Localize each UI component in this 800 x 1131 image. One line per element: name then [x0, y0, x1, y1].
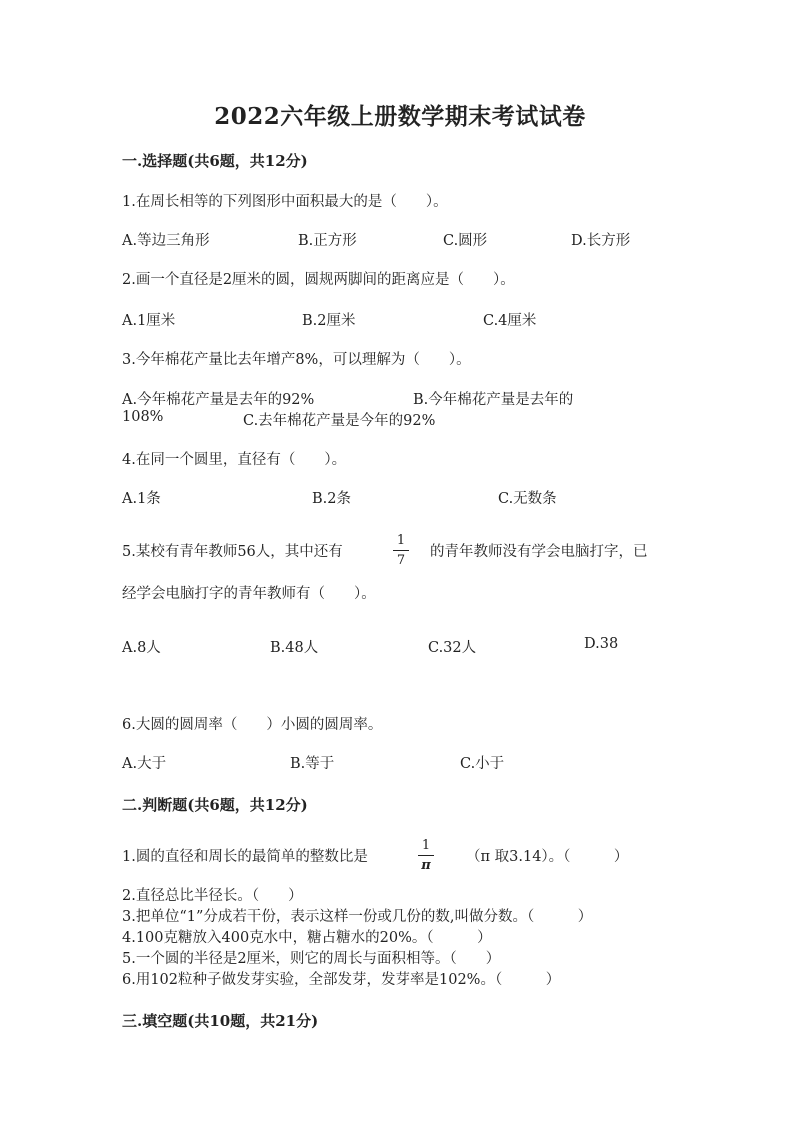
question-1-3: 3.今年棉花产量比去年增产8%，可以理解为（ ）。	[122, 352, 471, 368]
fraction-one-seventh	[393, 533, 409, 568]
option: C.圆形	[443, 233, 488, 249]
question-2-3: 3.把单位“1”分成若干份，表示这样一份或几份的数,叫做分数。（ ）	[122, 909, 593, 925]
option: B.2条	[312, 491, 351, 507]
option: D.长方形	[571, 233, 631, 249]
option: C.4厘米	[483, 313, 537, 329]
option: A.大于	[122, 756, 167, 772]
option-continuation: 108%	[122, 409, 164, 425]
option: B.等于	[290, 756, 335, 772]
fraction-bar	[393, 550, 409, 551]
option: C.32人	[428, 640, 477, 656]
question-2-4: 4.100克糖放入400克水中，糖占糖水的20%。（ ）	[122, 930, 492, 946]
question-2-6: 6.用102粒种子做发芽实验，全部发芽，发芽率是102%。（ ）	[122, 972, 561, 988]
option: B.2厘米	[302, 313, 356, 329]
option: A.1厘米	[122, 313, 176, 329]
page-title: 2022六年级上册数学期末考试试卷	[214, 103, 586, 130]
question-1-5: 5.某校有青年教师56人，其中还有	[122, 544, 343, 560]
fraction-denominator: π	[421, 858, 431, 873]
question-1-5-cont: 的青年教师没有学会电脑打字，已	[430, 544, 648, 560]
question-1-5-line2: 经学会电脑打字的青年教师有（ ）。	[122, 586, 376, 602]
option: A.今年棉花产量是去年的92%	[122, 392, 315, 408]
option: A.等边三角形	[122, 233, 210, 249]
question-1-1: 1.在周长相等的下列图形中面积最大的是（ ）。	[122, 194, 448, 210]
option: B.正方形	[298, 233, 357, 249]
question-2-1: 1.圆的直径和周长的最简单的整数比是	[122, 849, 368, 865]
option: B.今年棉花产量是去年的	[413, 392, 574, 408]
option: B.48人	[270, 640, 319, 656]
question-1-4: 4.在同一个圆里，直径有（ ）。	[122, 452, 347, 468]
question-1-2: 2.画一个直径是2厘米的圆，圆规两脚间的距离应是（ ）。	[122, 272, 515, 288]
question-2-2: 2.直径总比半径长。（ ）	[122, 888, 303, 904]
fraction-denominator: 7	[396, 553, 406, 568]
question-2-5: 5.一个圆的半径是2厘米，则它的周长与面积相等。（ ）	[122, 951, 501, 967]
section-heading-judgment: 二.判断题(共6题，共12分)	[122, 796, 308, 814]
section-heading-fill-in: 三.填空题(共10题，共21分)	[122, 1012, 319, 1030]
option: C.无数条	[498, 491, 557, 507]
fraction-numerator: 1	[421, 838, 431, 853]
question-2-1-cont: （π 取3.14）。（ ）	[466, 849, 629, 865]
fraction-bar	[418, 855, 434, 856]
option: A.1条	[122, 491, 161, 507]
fraction-numerator: 1	[396, 533, 406, 548]
fraction-one-over-pi	[418, 838, 434, 873]
option: C.去年棉花产量是今年的92%	[243, 413, 436, 429]
option: A.8人	[122, 640, 161, 656]
question-1-6: 6.大圆的圆周率（ ）小圆的圆周率。	[122, 717, 383, 733]
option: C.小于	[460, 756, 505, 772]
option: D.38	[584, 636, 619, 652]
section-heading-choice: 一.选择题(共6题，共12分)	[122, 152, 308, 170]
